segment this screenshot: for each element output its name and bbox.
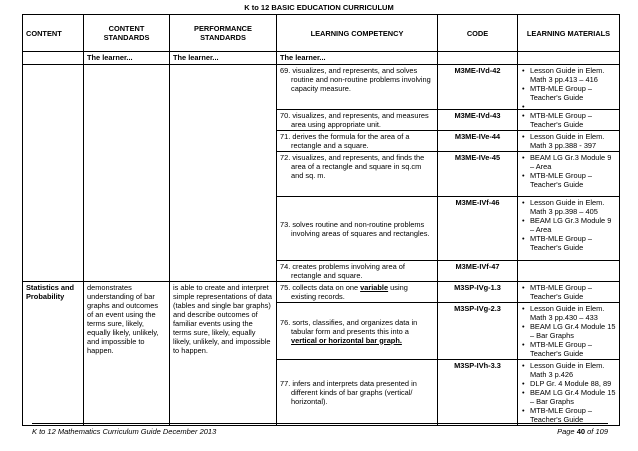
material-item: • MTB-MLE Group – Teacher's Guide	[521, 340, 616, 358]
materials-cell	[518, 152, 620, 197]
code-cell: M3ME-IVe-45	[438, 152, 518, 197]
code-cell: M3ME-IVd-43	[438, 110, 518, 131]
content-cell-empty	[23, 65, 84, 282]
material-item: • MTB-MLE Group – Teacher's Guide	[521, 283, 616, 301]
material-item: • Lesson Guide in Elem. Math 3 pp.398 – 405	[521, 198, 616, 216]
performance-standard-cell: is able to create and interpret simple representations of data (tables and single bar graphs) and describe outcomes of familiar events using the terms sure, likely, equally likely, unlikely, and impossible to happen.	[170, 282, 277, 426]
materials-cell	[518, 282, 620, 303]
page-number: Page 40 of 109	[557, 427, 608, 436]
code-cell: M3ME-IVd-42	[438, 65, 518, 110]
competency-cell: 69. visualizes, and represents, and solves routine and non-routine problems involving capacity measure.	[277, 65, 438, 110]
code-cell: M3ME-IVf-46	[438, 197, 518, 261]
materials-cell	[518, 65, 620, 110]
material-item: • MTB-MLE Group – Teacher's Guide	[521, 84, 616, 102]
competency-cell: 72. visualizes, and represents, and finds the area of a rectangle and square in sq.cm and sq. m.	[277, 152, 438, 197]
material-item: • Lesson Guide in Elem. Math 3 pp.388 - 397	[521, 132, 616, 150]
code-cell: M3SP-IVg-2.3	[438, 303, 518, 360]
material-item: • BEAM LG Gr.4 Module 15 – Bar Graphs	[521, 388, 616, 406]
content-standard-cell: demonstrates understanding of bar graphs and outcomes of an event using the terms sure, likely, equally likely, unlikely, and impossible to happen.	[84, 282, 170, 426]
performance-standard-cell-empty	[170, 65, 277, 282]
material-item: • MTB-MLE Group – Teacher's Guide	[521, 111, 616, 129]
competency-cell: 76. sorts, classifies, and organizes data in tabular form and presents this into a vertical or horizontal bar graph.	[277, 303, 438, 360]
curriculum-table	[22, 14, 620, 426]
code-cell: M3ME-IVe-44	[438, 131, 518, 152]
material-item: • BEAM LG Gr.3 Module 9 – Area	[521, 153, 616, 171]
material-item: • BEAM LG Gr.4 Module 15 – Bar Graphs	[521, 322, 616, 340]
competency-cell: 70. visualizes, and represents, and measures area using appropriate unit.	[277, 110, 438, 131]
subheader-content-standards: The learner...	[84, 52, 170, 65]
content-standard-cell-empty	[84, 65, 170, 282]
table-row	[23, 282, 620, 303]
competency-cell: 71. derives the formula for the area of a rectangle and a square.	[277, 131, 438, 152]
header-content-standards: CONTENT STANDARDS	[84, 15, 170, 52]
materials-cell	[518, 197, 620, 261]
code-cell: M3SP-IVg-1.3	[438, 282, 518, 303]
competency-cell: 75. collects data on one variable using existing records.	[277, 282, 438, 303]
material-item: • Lesson Guide in Elem. Math 3 pp.430 – 433	[521, 304, 616, 322]
header-performance-standards: PERFORMANCE STANDARDS	[170, 15, 277, 52]
header-learning-materials: LEARNING MATERIALS	[518, 15, 620, 52]
material-item: • Lesson Guide in Elem. Math 3 p.426	[521, 361, 616, 379]
competency-cell: 74. creates problems involving area of rectangle and square.	[277, 261, 438, 282]
materials-cell	[518, 303, 620, 360]
header-content: CONTENT	[23, 15, 84, 52]
subheader-row	[23, 52, 620, 65]
header-row	[23, 15, 620, 52]
subheader-performance-standards: The learner...	[170, 52, 277, 65]
header-learning-competency: LEARNING COMPETENCY	[277, 15, 438, 52]
material-item: • DLP Gr. 4 Module 88, 89	[521, 379, 616, 388]
page-footer	[32, 423, 608, 436]
subheader-empty	[23, 52, 84, 65]
code-cell: M3ME-IVf-47	[438, 261, 518, 282]
footer-doc-title: K to 12 Mathematics Curriculum Guide December 2013	[32, 427, 217, 436]
material-item: • BEAM LG Gr.3 Module 9 – Area	[521, 216, 616, 234]
materials-cell	[518, 131, 620, 152]
competency-cell: 77. infers and interprets data presented in different kinds of bar graphs (vertical/ horizontal).	[277, 360, 438, 426]
material-item: • MTB-MLE Group – Teacher's Guide	[521, 234, 616, 252]
material-item: • Lesson Guide in Elem. Math 3 pp.413 – 416	[521, 66, 616, 84]
materials-cell	[518, 110, 620, 131]
page-title: K to 12 BASIC EDUCATION CURRICULUM	[244, 3, 394, 12]
subheader-empty	[518, 52, 620, 65]
subheader-learning-competency: The learner...	[277, 52, 438, 65]
materials-cell	[518, 360, 620, 426]
competency-cell: 73. solves routine and non-routine problems involving areas of squares and rectangles.	[277, 197, 438, 261]
table-row	[23, 65, 620, 110]
materials-cell	[518, 261, 620, 282]
subheader-empty	[438, 52, 518, 65]
material-item: • MTB-MLE Group – Teacher's Guide	[521, 406, 616, 424]
code-cell: M3SP-IVh-3.3	[438, 360, 518, 426]
content-area-cell: Statistics and Probability	[23, 282, 84, 426]
material-item: • MTB-MLE Group – Teacher's Guide	[521, 171, 616, 189]
header-code: CODE	[438, 15, 518, 52]
